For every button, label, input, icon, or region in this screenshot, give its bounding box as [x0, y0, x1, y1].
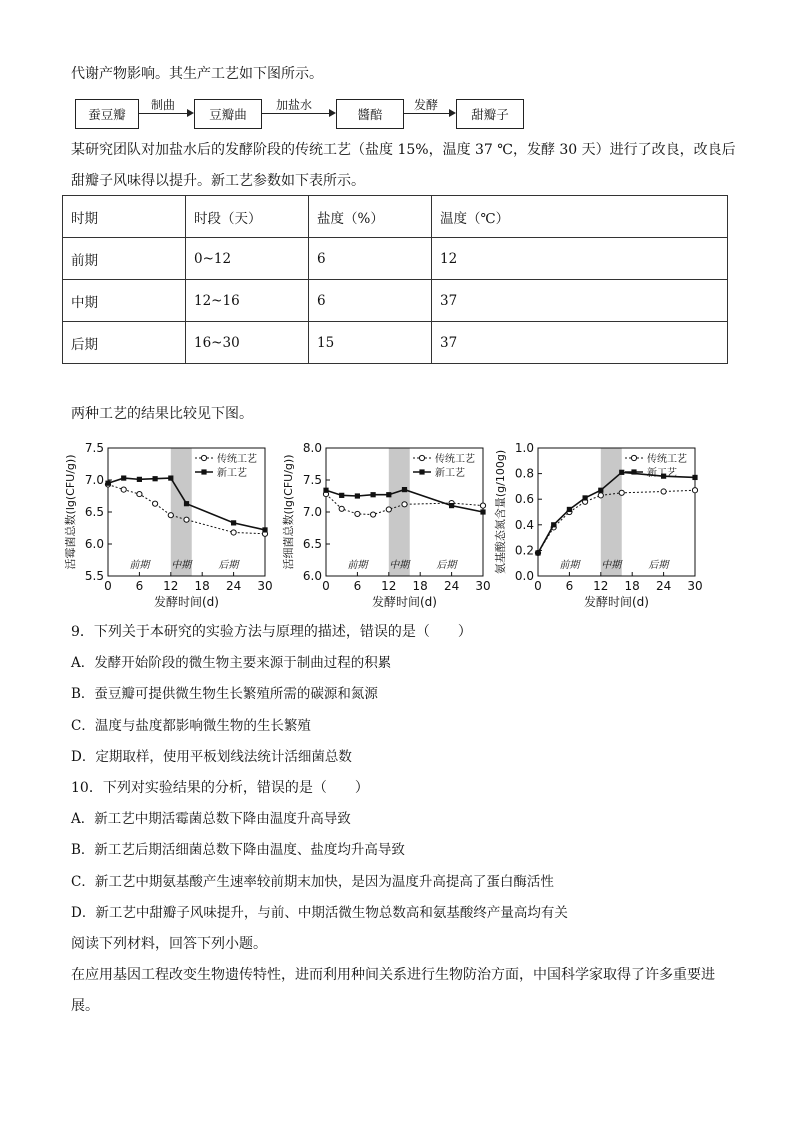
intro-line: 代谢产物影响。其生产工艺如下图所示。	[71, 66, 323, 82]
y-tick-label: 6.5	[84, 505, 104, 519]
table-cell: 12	[432, 238, 728, 280]
q10-option-b: B．新工艺后期活细菌总数下降由温度、盐度均升高导致	[71, 842, 405, 858]
data-point	[480, 509, 485, 514]
table-cell: 0~12	[186, 238, 309, 280]
data-point	[583, 495, 588, 500]
y-tick-label: 0.6	[514, 492, 534, 507]
y-tick-label: 7.5	[302, 473, 322, 487]
flow-arrow-1-label: 制曲	[151, 98, 176, 112]
legend-label: 传统工艺	[217, 454, 257, 465]
data-point	[339, 506, 344, 511]
x-tick-label: 30	[257, 579, 273, 593]
q9-option-b: B．蚕豆瓣可提供微生物生长繁殖所需的碳源和氮源	[71, 686, 378, 702]
stage-shade	[601, 448, 622, 576]
q9-option-d: D．定期取样，使用平板划线法统计活细菌总数	[71, 749, 352, 765]
stage-label: 后期	[218, 560, 239, 571]
flow-arrow-3-label: 发酵	[414, 98, 439, 112]
stage-label: 前期	[129, 560, 150, 571]
parameter-table	[62, 195, 728, 364]
y-tick-label: 7.0	[302, 505, 322, 519]
legend-marker	[419, 455, 424, 460]
compare-line: 两种工艺的结果比较见下图。	[71, 406, 253, 422]
q10-option-c: C．新工艺中期氨基酸产生速率较前期末加快，是因为温度升高提高了蛋白酶活性	[71, 874, 554, 890]
q10-stem: 10．下列对实验结果的分析，错误的是（ ）	[71, 780, 369, 796]
table-header-row	[63, 196, 728, 238]
data-point	[121, 475, 126, 480]
x-tick-label: 18	[624, 579, 640, 593]
table-cell: 后期	[63, 322, 186, 364]
table-cell: 37	[432, 322, 728, 364]
legend-marker	[631, 469, 636, 474]
data-point	[231, 520, 236, 525]
data-point	[262, 527, 267, 532]
y-tick-label: 6.5	[302, 537, 322, 551]
x-tick-label: 0	[322, 579, 330, 593]
data-point	[184, 501, 189, 506]
x-tick-label: 6	[565, 579, 574, 593]
stage-label: 中期	[389, 560, 410, 571]
y-tick-label: 6.0	[84, 537, 104, 551]
data-point	[598, 488, 603, 493]
data-point	[619, 490, 624, 495]
stage-label: 后期	[648, 560, 669, 571]
x-tick-label: 30	[475, 579, 491, 593]
chart-bacteria-count	[278, 438, 493, 610]
data-point	[168, 475, 173, 480]
y-tick-label: 6.0	[302, 569, 322, 583]
table-cell: 中期	[63, 280, 186, 322]
stage-label: 中期	[601, 560, 622, 571]
y-tick-label: 0.8	[514, 466, 534, 481]
data-point	[402, 502, 407, 507]
flow-step-3: 醬醅	[336, 99, 404, 129]
stage-shade	[389, 448, 410, 576]
stage-shade	[171, 448, 192, 576]
data-point	[184, 517, 189, 522]
table-row	[63, 322, 728, 364]
table-header-cell: 时期	[63, 196, 186, 238]
y-tick-label: 0.0	[514, 569, 534, 583]
x-axis-label: 发酵时间(d)	[584, 595, 649, 609]
stage-label: 前期	[347, 560, 368, 571]
data-point	[480, 503, 485, 508]
data-point	[339, 493, 344, 498]
y-tick-label: 5.5	[84, 569, 104, 583]
x-tick-label: 6	[353, 579, 362, 593]
table-header-cell: 温度（℃）	[432, 196, 728, 238]
table-cell: 前期	[63, 238, 186, 280]
data-point	[371, 512, 376, 517]
table-cell: 6	[309, 280, 432, 322]
data-point	[402, 487, 407, 492]
data-point	[551, 522, 556, 527]
x-tick-label: 12	[381, 579, 397, 593]
x-tick-label: 24	[225, 579, 242, 593]
table-cell: 15	[309, 322, 432, 364]
y-tick-label: 7.5	[84, 441, 104, 455]
table-cell: 16~30	[186, 322, 309, 364]
x-tick-label: 12	[593, 579, 609, 593]
data-point	[386, 507, 391, 512]
x-tick-label: 24	[443, 579, 460, 593]
data-point	[692, 488, 697, 493]
data-point	[137, 491, 142, 496]
table-cell: 37	[432, 280, 728, 322]
data-point	[535, 550, 540, 555]
flow-step-2: 豆瓣曲	[194, 99, 262, 129]
q10-option-d: D．新工艺中甜瓣子风味提升，与前、中期活微生物总数高和氨基酸终产量高均有关	[71, 905, 568, 921]
x-tick-label: 12	[163, 579, 179, 593]
y-tick-label: 7.0	[84, 473, 104, 487]
x-tick-label: 6	[135, 579, 144, 593]
data-point	[355, 493, 360, 498]
data-point	[449, 503, 454, 508]
data-point	[598, 493, 603, 498]
stage-label: 前期	[559, 560, 580, 571]
material-line-1: 在应用基因工程改变生物遗传特性，进而利用种间关系进行生物防治方面，中国科学家取得了许多重要进	[71, 967, 715, 983]
y-axis-label: 氨基酸态氮含量(g/100g)	[494, 449, 507, 575]
y-tick-label: 1.0	[514, 441, 534, 455]
table-header-cell: 时段（天）	[186, 196, 309, 238]
data-point	[121, 487, 126, 492]
y-tick-label: 8.0	[302, 441, 322, 455]
data-point	[355, 511, 360, 516]
flow-arrow-3	[404, 113, 454, 114]
y-axis-label: 活细菌总数(lg(CFU/g))	[282, 454, 295, 570]
stage-label: 后期	[436, 560, 457, 571]
table-cell: 12~16	[186, 280, 309, 322]
data-point	[153, 501, 158, 506]
q9-option-c: C．温度与盐度都影响微生物的生长繁殖	[71, 718, 311, 734]
data-point	[137, 477, 142, 482]
data-point	[105, 481, 110, 486]
x-axis-label: 发酵时间(d)	[372, 595, 437, 609]
flow-step-1: 蚕豆瓣	[75, 99, 139, 129]
process-flow	[75, 99, 535, 131]
x-tick-label: 18	[412, 579, 428, 593]
y-tick-label: 0.4	[514, 517, 534, 532]
data-point	[153, 476, 158, 481]
read-instruction: 阅读下列材料，回答下列小题。	[71, 936, 267, 952]
paragraph-line-2: 甜瓣子风味得以提升。新工艺参数如下表所示。	[71, 173, 365, 189]
material-line-2: 展。	[71, 998, 99, 1014]
flow-arrow-1	[139, 113, 192, 114]
chart-amino-nitrogen	[490, 438, 705, 610]
charts-area	[60, 438, 703, 614]
q9-stem: 9．下列关于本研究的实验方法与原理的描述，错误的是（ ）	[71, 624, 472, 640]
paragraph-line-1: 某研究团队对加盐水后的发酵阶段的传统工艺（盐度 15%，温度 37 ℃，发酵 30 天）进行了改良，改良后	[71, 142, 736, 158]
legend-label: 新工艺	[647, 468, 677, 479]
flow-arrow-2-label: 加盐水	[276, 98, 313, 112]
q9-option-a: A．发酵开始阶段的微生物主要来源于制曲过程的积累	[71, 655, 392, 671]
legend-marker	[201, 455, 206, 460]
data-point	[692, 475, 697, 480]
legend-label: 新工艺	[435, 468, 465, 479]
table-header-cell: 盐度（%）	[309, 196, 432, 238]
data-point	[371, 492, 376, 497]
data-point	[567, 507, 572, 512]
flow-step-4: 甜瓣子	[456, 99, 524, 129]
legend-label: 传统工艺	[647, 454, 687, 465]
data-point	[386, 492, 391, 497]
stage-label: 中期	[171, 560, 192, 571]
data-point	[231, 530, 236, 535]
data-point	[168, 513, 173, 518]
table-cell: 6	[309, 238, 432, 280]
legend-marker	[201, 469, 206, 474]
table-row	[63, 238, 728, 280]
flow-arrow-2	[262, 113, 334, 114]
x-axis-label: 发酵时间(d)	[154, 595, 219, 609]
data-point	[661, 489, 666, 494]
x-tick-label: 30	[687, 579, 703, 593]
legend-label: 新工艺	[217, 468, 247, 479]
data-point	[323, 488, 328, 493]
legend-label: 传统工艺	[435, 454, 475, 465]
y-axis-label: 活霉菌总数(lg(CFU/g))	[64, 454, 77, 570]
q10-option-a: A．新工艺中期活霉菌总数下降由温度升高导致	[71, 811, 351, 827]
x-tick-label: 18	[194, 579, 210, 593]
y-tick-label: 0.2	[514, 543, 534, 558]
legend-marker	[419, 469, 424, 474]
x-tick-label: 0	[534, 579, 542, 593]
x-tick-label: 0	[104, 579, 112, 593]
chart-mold-count	[60, 438, 275, 610]
legend-marker	[631, 455, 636, 460]
table-row	[63, 280, 728, 322]
x-tick-label: 24	[655, 579, 672, 593]
data-point	[619, 470, 624, 475]
